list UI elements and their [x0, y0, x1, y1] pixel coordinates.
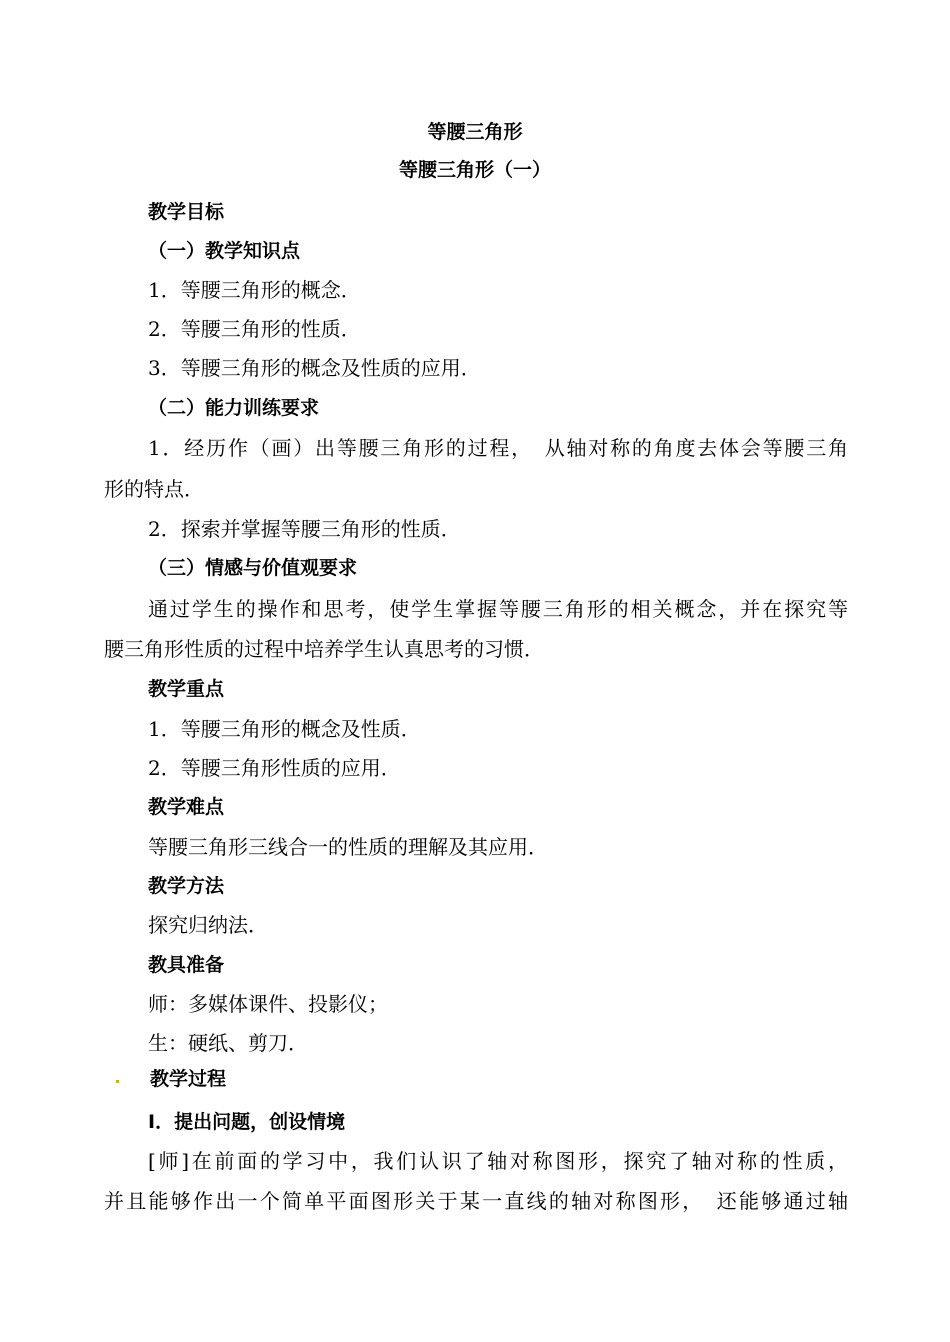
heading-emotion: （三）情感与价值观要求	[148, 557, 358, 579]
heading-method: 教学方法	[148, 875, 225, 897]
process-line-1: [师]在前面的学习中，我们认识了轴对称图形，探究了轴对称的性质，	[148, 1149, 848, 1173]
ability-item-2: 2．探索并掌握等腰三角形的性质．	[148, 517, 461, 541]
heading-tools: 教具准备	[148, 954, 225, 976]
knowledge-item-3: 3．等腰三角形的概念及性质的应用．	[148, 356, 481, 380]
heading-process: 教学过程	[150, 1068, 227, 1090]
knowledge-item-2: 2．等腰三角形的性质．	[148, 317, 361, 341]
margin-mark	[116, 1080, 119, 1083]
heading-teaching-goals: 教学目标	[148, 201, 225, 223]
tools-student: 生：硬纸、剪刀．	[148, 1031, 308, 1055]
ability-item-1-line-2: 形的特点．	[104, 477, 204, 501]
knowledge-item-1: 1．等腰三角形的概念．	[148, 278, 361, 302]
heading-ability: （二）能力训练要求	[148, 397, 320, 419]
emotion-line-1: 通过学生的操作和思考，使学生掌握等腰三角形的相关概念，并在探究等	[148, 597, 848, 621]
process-line-2: 并且能够作出一个简单平面图形关于某一直线的轴对称图形， 还能够通过轴	[104, 1189, 848, 1213]
heading-difficulty: 教学难点	[148, 796, 225, 818]
heading-key-points: 教学重点	[148, 678, 225, 700]
emotion-line-2: 腰三角形性质的过程中培养学生认真思考的习惯．	[104, 637, 544, 661]
key-point-1: 1．等腰三角形的概念及性质．	[148, 717, 421, 741]
ability-item-1-line-1: 1．经历作（画）出等腰三角形的过程， 从轴对称的角度去体会等腰三角	[148, 436, 848, 460]
document-subtitle: 等腰三角形（一）	[398, 159, 551, 181]
document-title: 等腰三角形	[427, 121, 523, 143]
key-point-2: 2．等腰三角形性质的应用．	[148, 756, 401, 780]
difficulty-text: 等腰三角形三线合一的性质的理解及其应用．	[148, 835, 548, 859]
heading-knowledge: （一）教学知识点	[148, 240, 301, 262]
method-text: 探究归纳法．	[148, 913, 268, 937]
tools-teacher: 师：多媒体课件、投影仪；	[148, 992, 388, 1016]
process-section-1: Ⅰ．提出问题，创设情境	[148, 1111, 346, 1133]
